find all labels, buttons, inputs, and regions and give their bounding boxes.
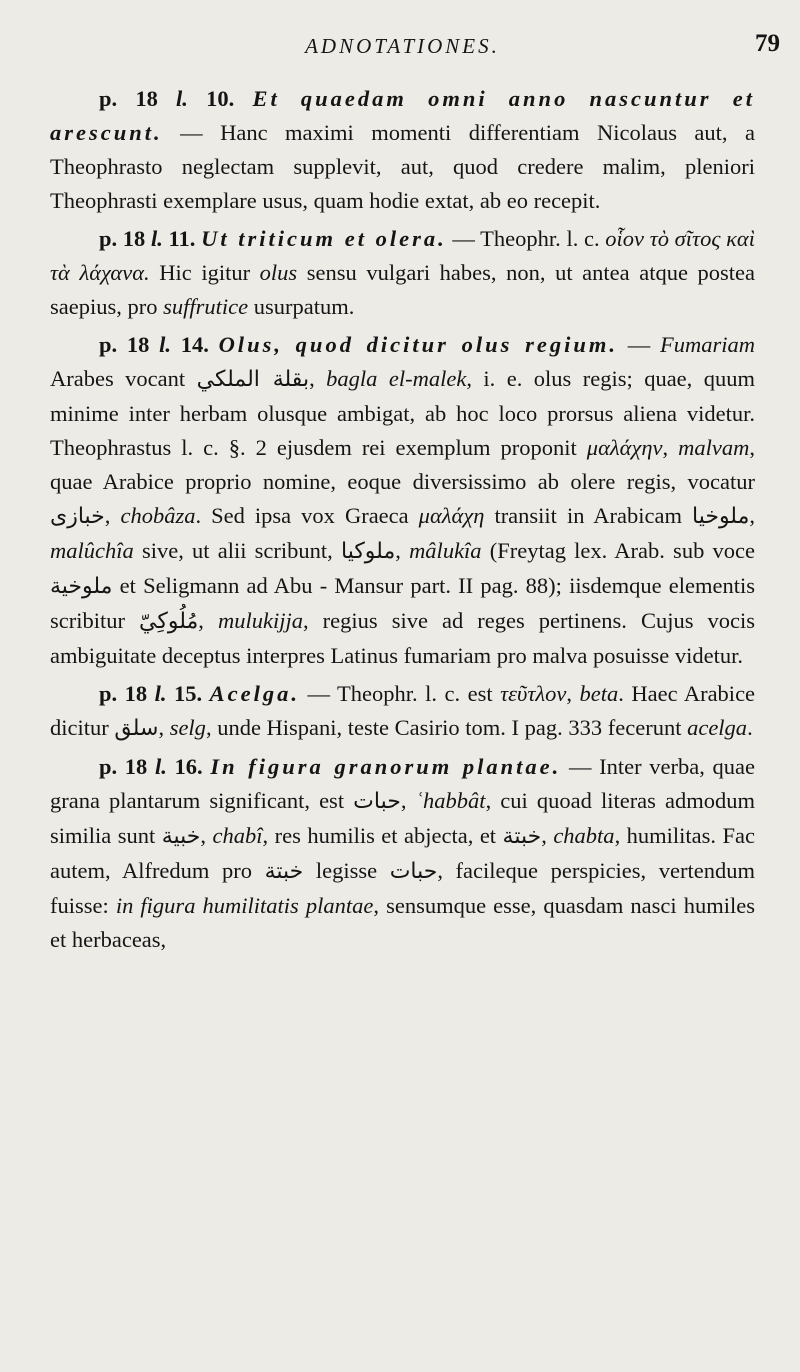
arabic-term: حبات [353, 789, 401, 814]
text-run: et Seligmann ad Abu - Mansur part. II pag. 88); iisdemque elementis scribitur [50, 573, 755, 633]
running-header [50, 28, 780, 68]
text-run: , humilitas. Fac autem, Alfredum pro [50, 823, 756, 883]
lemma: Et quaedam omni anno nascuntur et arescunt. [50, 86, 755, 145]
italic-term: chobâza [120, 503, 196, 528]
line-reference: p. 18 [99, 332, 160, 357]
text-run: Hic igitur [149, 260, 260, 285]
arabic-term: ملوخيا [692, 504, 750, 529]
line-reference: l. [154, 681, 167, 706]
italic-term: chabî [212, 823, 263, 848]
arabic-term: ملوكيا [340, 539, 396, 564]
text-run: , i. e. olus regis; quae, quum minime inter herbam olusque ambigat, ab hoc loco prorsus aliena videtur. Theophrastus l. c. §. 2 ejusdem rei exemplum proponit [50, 366, 755, 460]
text-run: , res humilis et abjecta, et [262, 823, 503, 848]
text-run: , [198, 608, 218, 633]
text-run: . Haec Arabice dicitur [50, 681, 756, 740]
lemma: Ut triticum et olera. [201, 226, 447, 251]
line-reference: 10. [187, 86, 253, 111]
text-run: , unde Hispani, teste Casirio tom. I pag. 333 fecerunt [205, 715, 688, 740]
italic-term: acelga [687, 715, 748, 740]
arabic-term: بقلة الملكي [196, 367, 310, 392]
italic-term: τεῦτλον [500, 681, 567, 706]
italic-term: μαλάχην [586, 435, 663, 460]
italic-term: οἷον τὸ σῖτος καὶ τὰ λάχανα. [50, 226, 755, 285]
text-run: Arabes vocant [50, 366, 197, 391]
arabic-term: مُلُوكِيّ [139, 609, 199, 634]
text-run: , facileque perspicies, vertendum fuisse: [50, 858, 755, 918]
text-run: , [104, 503, 121, 528]
text-run: sensu vulgari habes, non, ut antea atque postea saepius, pro [50, 260, 756, 319]
text-run: , [662, 435, 679, 460]
text-run: , [541, 823, 554, 848]
annotation-paragraph [50, 82, 755, 218]
text-run: — Inter verba, quae grana plantarum significant, est [50, 754, 756, 813]
text-run: , cui quoad literas admodum similia sunt [50, 788, 756, 848]
text-run: , [749, 503, 755, 528]
line-reference: l. [176, 86, 188, 111]
arabic-term: خبازى [50, 504, 105, 529]
line-reference: 16. [166, 754, 211, 779]
italic-term: selg [169, 715, 206, 740]
arabic-term: سلق [114, 716, 159, 741]
text-run: , sensumque esse, quasdam nasci humiles et herbaceas, [50, 893, 755, 952]
arabic-term: حبات [389, 859, 438, 884]
text-run: . [747, 715, 753, 740]
italic-term: mulukijja [217, 608, 303, 633]
line-reference: 15. [166, 681, 210, 706]
line-reference: p. 18 [99, 86, 177, 111]
text-run: — Hanc maximi momenti differentiam Nicolaus aut, a Theophrasto neglectam supplevit, aut, quod credere malim, pleniori Theophrasti exemplare usus, quam hodie extat, ab eo recepit. [50, 120, 755, 213]
line-reference: l. [159, 332, 171, 357]
lemma: Olus, quod dicitur olus regium. [218, 332, 619, 357]
text-run: , [200, 823, 213, 848]
text-run: — Theophr. l. c. [446, 226, 606, 251]
line-reference: l. [154, 754, 167, 779]
lemma: In figura granorum plantae. [210, 754, 562, 779]
line-reference: 11. [162, 226, 202, 251]
text-run: , [158, 715, 170, 740]
annotation-paragraph [50, 222, 755, 324]
arabic-term: خبتة [264, 859, 304, 884]
text-run: — Theophr. l. c. est [299, 681, 501, 706]
italic-term: ʿhabbât [415, 788, 486, 813]
lemma: Acelga. [209, 681, 300, 706]
arabic-term: خبتة [502, 824, 542, 849]
annotation-paragraph [50, 328, 755, 673]
italic-term: malvam [678, 435, 750, 460]
annotation-paragraph [50, 677, 755, 746]
italic-term: Fumariam [660, 332, 755, 357]
line-reference: l. [150, 226, 163, 251]
text-run: , [566, 681, 580, 706]
annotation-paragraph [50, 750, 755, 957]
italic-term: beta [579, 681, 619, 706]
text-run: usurpatum. [248, 294, 355, 319]
text-run: legisse [303, 858, 390, 883]
text-run: , [395, 538, 410, 563]
italic-term: malûchîa [50, 538, 134, 563]
italic-term: olus [259, 260, 298, 285]
italic-term: in figura humilitatis plantae [115, 893, 374, 918]
text-run: sive, ut alii scribunt, [133, 538, 341, 563]
italic-term: mâlukîa [409, 538, 482, 563]
text-run: — [618, 332, 660, 357]
italic-term: μαλάχη [418, 503, 485, 528]
page-number: 79 [755, 30, 780, 57]
line-reference: 14. [170, 332, 219, 357]
text-run: transiit in Arabicam [484, 503, 692, 528]
running-title: ADNOTATIONES. [305, 34, 500, 58]
text-run: , [400, 788, 416, 813]
italic-term: chabta [553, 823, 615, 848]
text-run: , regius sive ad reges pertinens. Cujus vocis ambiguitate deceptus interpres Latinus fumariam pro malva posuisse videtur. [50, 608, 756, 668]
line-reference: p. 18 [99, 754, 155, 779]
italic-term: suffrutice [163, 294, 249, 319]
page-body [50, 82, 755, 961]
text-run: , [309, 366, 327, 391]
text-run: (Freytag lex. Arab. sub voce [481, 538, 755, 563]
text-run: , quae Arabice proprio nomine, eoque diversissimo ab olere regis, vocatur [50, 435, 755, 494]
italic-term: bagla el-malek [326, 366, 467, 391]
text-run: . Sed ipsa vox Graeca [195, 503, 419, 528]
arabic-term: ملوخية [50, 574, 113, 599]
line-reference: p. 18 [99, 681, 155, 706]
line-reference: p. 18 [99, 226, 151, 251]
arabic-term: خبية [161, 824, 201, 849]
